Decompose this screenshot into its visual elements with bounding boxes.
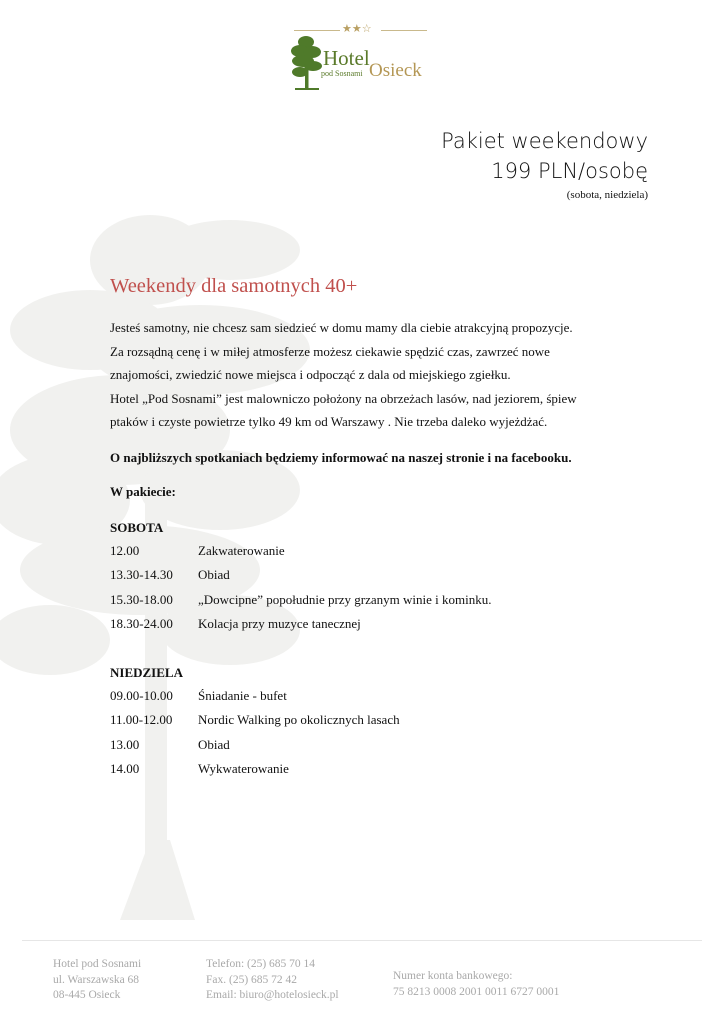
- footer-address-line: ul. Warszawska 68: [53, 973, 140, 986]
- schedule-row: [110, 757, 650, 781]
- footer-phone: Telefon: (25) 685 70 14: [206, 958, 316, 970]
- intro-line: znajomości, zwiedzić nowe miejsca i odpocząć z dala od miejskiego zgiełku.: [110, 367, 511, 382]
- logo-rule-left: [294, 30, 340, 31]
- main-content: [110, 272, 650, 781]
- schedule-desc: Obiad: [198, 736, 230, 752]
- intro-line: ptaków i czyste powietrze tylko 49 km od Warszawy . Nie trzeba daleko wyjeżdżać.: [110, 414, 548, 429]
- schedule-desc: Zakwaterowanie: [198, 542, 285, 558]
- schedule-row: [110, 588, 650, 612]
- schedule-row: [110, 708, 650, 732]
- day-heading-sunday: NIEDZIELA: [110, 664, 183, 680]
- footer-address: [53, 957, 141, 1004]
- tree-logo-icon: [290, 34, 324, 92]
- footer-divider: [22, 940, 702, 941]
- schedule-row: [110, 733, 650, 757]
- hotel-logo: [290, 22, 440, 92]
- schedule-desc: Nordic Walking po okolicznych lasach: [198, 712, 400, 727]
- notice-text: O najbliższych spotkaniach będziemy informować na naszej stronie i na facebooku.: [110, 449, 572, 465]
- schedule-time: 11.00-12.00: [110, 712, 173, 727]
- schedule-desc: Obiad: [198, 567, 230, 582]
- schedule-time: 14.00: [110, 761, 140, 776]
- footer-address-line: 08-445 Osieck: [53, 989, 121, 1001]
- offer-block: [441, 126, 648, 202]
- page-heading: Weekendy dla samotnych 40+: [110, 275, 358, 297]
- schedule-time: 13.00: [110, 736, 140, 752]
- footer-email: Email: biuro@hotelosieck.pl: [206, 989, 339, 1001]
- footer-bank-number: 75 8213 0008 2001 0011 6727 0001: [393, 985, 560, 998]
- star-rating-icon: ★★☆: [342, 23, 372, 35]
- footer-contact: [206, 957, 339, 1004]
- logo-hotel-word: Hotel: [323, 46, 370, 70]
- offer-price: 199 PLN/osobę: [491, 159, 648, 183]
- logo-pod-sosnami: pod Sosnami: [321, 69, 363, 78]
- schedule-row: [110, 612, 650, 636]
- schedule-time: 12.00: [110, 542, 140, 558]
- schedule-row: [110, 539, 650, 563]
- schedule-desc: Śniadanie - bufet: [198, 687, 287, 703]
- offer-days: (sobota, niedziela): [566, 189, 648, 201]
- footer-fax: Fax. (25) 685 72 42: [206, 973, 298, 986]
- intro-line: Jesteś samotny, nie chcesz sam siedzieć w domu mamy dla ciebie atrakcyjną propozycje.: [110, 320, 573, 335]
- day-heading-saturday: SOBOTA: [110, 519, 164, 535]
- logo-osieck-word: Osieck: [369, 60, 422, 81]
- schedule-desc: Kolacja przy muzyce tanecznej: [198, 616, 361, 631]
- footer-address-line: Hotel pod Sosnami: [53, 958, 142, 970]
- offer-title: Pakiet weekendowy: [441, 129, 648, 153]
- schedule-row: [110, 563, 650, 587]
- intro-paragraph: [110, 316, 650, 434]
- schedule-desc: „Dowcipne” popołudnie przy grzanym winie i kominku.: [198, 591, 492, 607]
- logo-rule-right: [381, 30, 427, 31]
- schedule-time: 15.30-18.00: [110, 591, 173, 607]
- footer-bank: [393, 969, 559, 1000]
- package-label: W pakiecie:: [110, 483, 176, 499]
- schedule-desc: Wykwaterowanie: [198, 761, 289, 776]
- schedule-time: 18.30-24.00: [110, 616, 173, 631]
- schedule-row: [110, 684, 650, 708]
- schedule-time: 13.30-14.30: [110, 567, 173, 582]
- footer-bank-label: Numer konta bankowego:: [393, 970, 513, 982]
- intro-line: Za rozsądną cenę i w miłej atmosferze możesz ciekawie spędzić czas, zawrzeć nowe: [110, 343, 550, 359]
- intro-line: Hotel „Pod Sosnami” jest malowniczo położony na obrzeżach lasów, nad jeziorem, śpiew: [110, 390, 577, 406]
- schedule-time: 09.00-10.00: [110, 687, 173, 703]
